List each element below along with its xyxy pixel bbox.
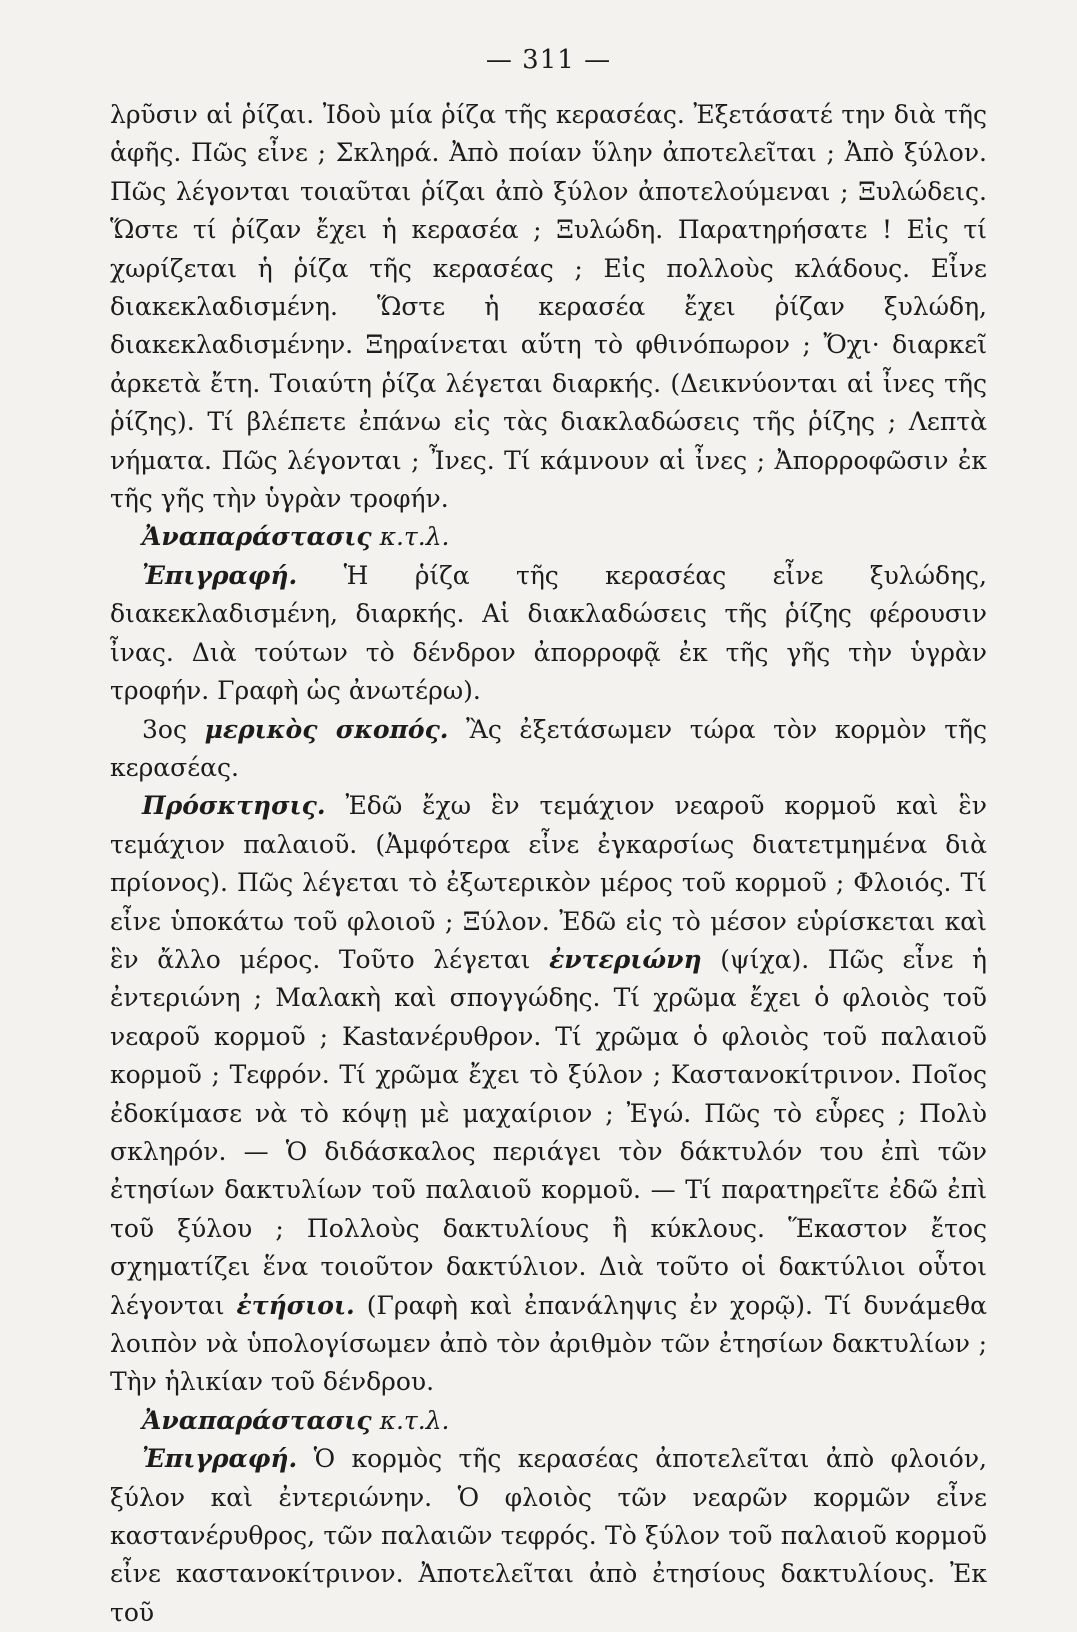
anaparastasis-label: Ἀναπαράστασις — [142, 522, 372, 552]
proskthsis-text-b: (ψίχα). Πῶς εἶνε ἡ ἐντεριώνη ; Μαλακὴ καὶ σπογγώδης. Τί χρῶμα ἔχει ὁ φλοιὸς τοῦ νεαροῦ κορμοῦ ; Κastανέρυθρον. Τί χρῶμα ὁ φλοιὸς τοῦ παλαιοῦ κορμοῦ ; Τεφρόν. Τί χρῶμα ἔχει τὸ ξύλον ; Καστανοκίτρινον. Ποῖος ἐδοκίμασε νὰ τὸ κόψῃ μὲ μαχαίριον ; Ἐγώ. Πῶς τὸ εὗρες ; Πολὺ σκληρόν. — Ὁ διδάσκαλος περιάγει τὸν δάκτυλόν του ἐπὶ τῶν ἐτησίων δακτυλίων τοῦ παλαιοῦ κορμοῦ. — Τί παρατηρεῖτε ἐδῶ ἐπὶ τοῦ ξύλου ; Πολλοὺς δακτυλίους ἢ κύκλους. Ἕκαστον ἔτος σχηματίζει ἕνα τοιοῦτον δακτύλιον. Διὰ τοῦτο οἱ δακτύλιοι οὗτοι λέγονται — [110, 944, 988, 1320]
term-etesioi: ἐτήσιοι. — [236, 1290, 355, 1320]
term-enterione: ἐντεριώνη — [549, 944, 702, 974]
proskthsis-text-c: (Γραφὴ καὶ ἐπανάληψις ἐν χορῷ). Τί δυνάμεθα λοιπὸν νὰ ὑπολογίσωμεν ἀπὸ τὸν ἀριθμὸν τῶν ἐτησίων δακτυλίων ; Τὴν ἡλικίαν τοῦ δένδρου. — [110, 1290, 987, 1397]
skopos-text: Ἂς ἐξετάσωμεν τώρα τὸν κορμὸν τῆς κερασέας. — [110, 714, 987, 782]
epigraphe-text: Ἡ ῥίζα τῆς κερασέας εἶνε ξυλώδης, διακεκλαδισμένη, διαρκής. Αἱ διακλαδώσεις τῆς ῥίζης φέρουσιν ἶνας. Διὰ τούτων τὸ δένδρον ἀπορροφᾷ ἐκ τῆς γῆς τὴν ὑγρὰν τροφήν. Γραφὴ ὡς ἀνωτέρω). — [110, 560, 987, 706]
anaparastasis-label: Ἀναπαράστασις — [142, 1405, 372, 1435]
proskthsis-text-a: Ἐδῶ ἔχω ἓν τεμάχιον νεαροῦ κορμοῦ καὶ ἓν τεμάχιον παλαιοῦ. (Ἀμφότερα εἶνε ἐγκαρσίως διατετμημένα διὰ πρίονος). Πῶς λέγεται τὸ ἐξωτερικὸν μέρος τοῦ κορμοῦ ; Φλοιός. Τί εἶνε ὑποκάτω τοῦ φλοιοῦ ; Ξύλον. Ἐδῶ εἰς τὸ μέσον εὑρίσκεται καὶ ἓν ἄλλο μέρος. Τοῦτο λέγεται — [110, 791, 987, 974]
paragraph-riza-questions: λρῦσιν αἱ ῥίζαι. Ἰδοὺ μία ῥίζα τῆς κερασέας. Ἐξετάσατέ την διὰ τῆς ἁφῆς. Πῶς εἶνε ; Σκληρά. Ἀπὸ ποίαν ὕλην ἀποτελεῖται ; Ἀπὸ ξύλον. Πῶς λέγονται τοιαῦται ῥίζαι ἀπὸ ξύλον ἀποτελούμεναι ; Ξυλώδεις. Ὥστε τί ῥίζαν ἔχει ἡ κερασέα ; Ξυλώδη. Παρατηρήσατε ! Εἰς τί χωρίζεται ἡ ῥίζα τῆς κερασέας ; Εἰς πολλοὺς κλάδους. Εἶνε διακεκλαδισμένη. Ὥστε ἡ κερασέα ἔχει ῥίζαν ξυλώδη, διακεκλαδισμένην. Ξηραίνεται αὕτη τὸ φθινόπωρον ; Ὄχι· διαρκεῖ ἀρκετὰ ἔτη. Τοιαύτη ῥίζα λέγεται διαρκής. (Δεικνύονται αἱ ἶνες τῆς ῥίζης). Τί βλέπετε ἐπάνω εἰς τὰς διακλαδώσεις τῆς ῥίζης ; Λεπτὰ νήματα. Πῶς λέγονται ; Ἶνες. Τί κάμνουν αἱ ἶνες ; Ἀπορροφῶσιν ἐκ τῆς γῆς τὴν ὑγρὰν τροφήν. — [110, 100, 987, 514]
proskthsis-label: Πρόσκτησις. — [142, 791, 326, 821]
page-body — [110, 96, 987, 1632]
epigraphe-2 — [110, 1440, 987, 1632]
anaparastasis-etc: κ.τ.λ. — [379, 1405, 450, 1435]
skopos-label: μερικὸς σκοπός. — [204, 714, 449, 744]
anaparastasis-etc: κ.τ.λ. — [379, 522, 450, 552]
anaparastasis-1 — [110, 518, 987, 556]
epigraphe-label: Ἐπιγραφή. — [142, 560, 298, 590]
page-number: — 311 — — [485, 45, 612, 75]
anaparastasis-2 — [110, 1402, 987, 1440]
epigraphe-1 — [110, 557, 987, 711]
skopos-number: 3ος — [142, 714, 187, 744]
epigraphe-text: Ὁ κορμὸς τῆς κερασέας ἀποτελεῖται ἀπὸ φλοιόν, ξύλον καὶ ἐντεριώνην. Ὁ φλοιὸς τῶν νεαρῶν κορμῶν εἶνε καστανέρυθρος, τῶν παλαιῶν τεφρός. Τὸ ξύλον τοῦ παλαιοῦ κορμοῦ εἶνε καστανοκίτρινον. Ἀποτελεῖται ἀπὸ ἐτησίους δακτυλίους. Ἐκ τοῦ — [110, 1444, 988, 1627]
epigraphe-label: Ἐπιγραφή. — [142, 1444, 298, 1474]
merikos-skopos — [110, 711, 987, 788]
proskthsis — [110, 787, 987, 1402]
